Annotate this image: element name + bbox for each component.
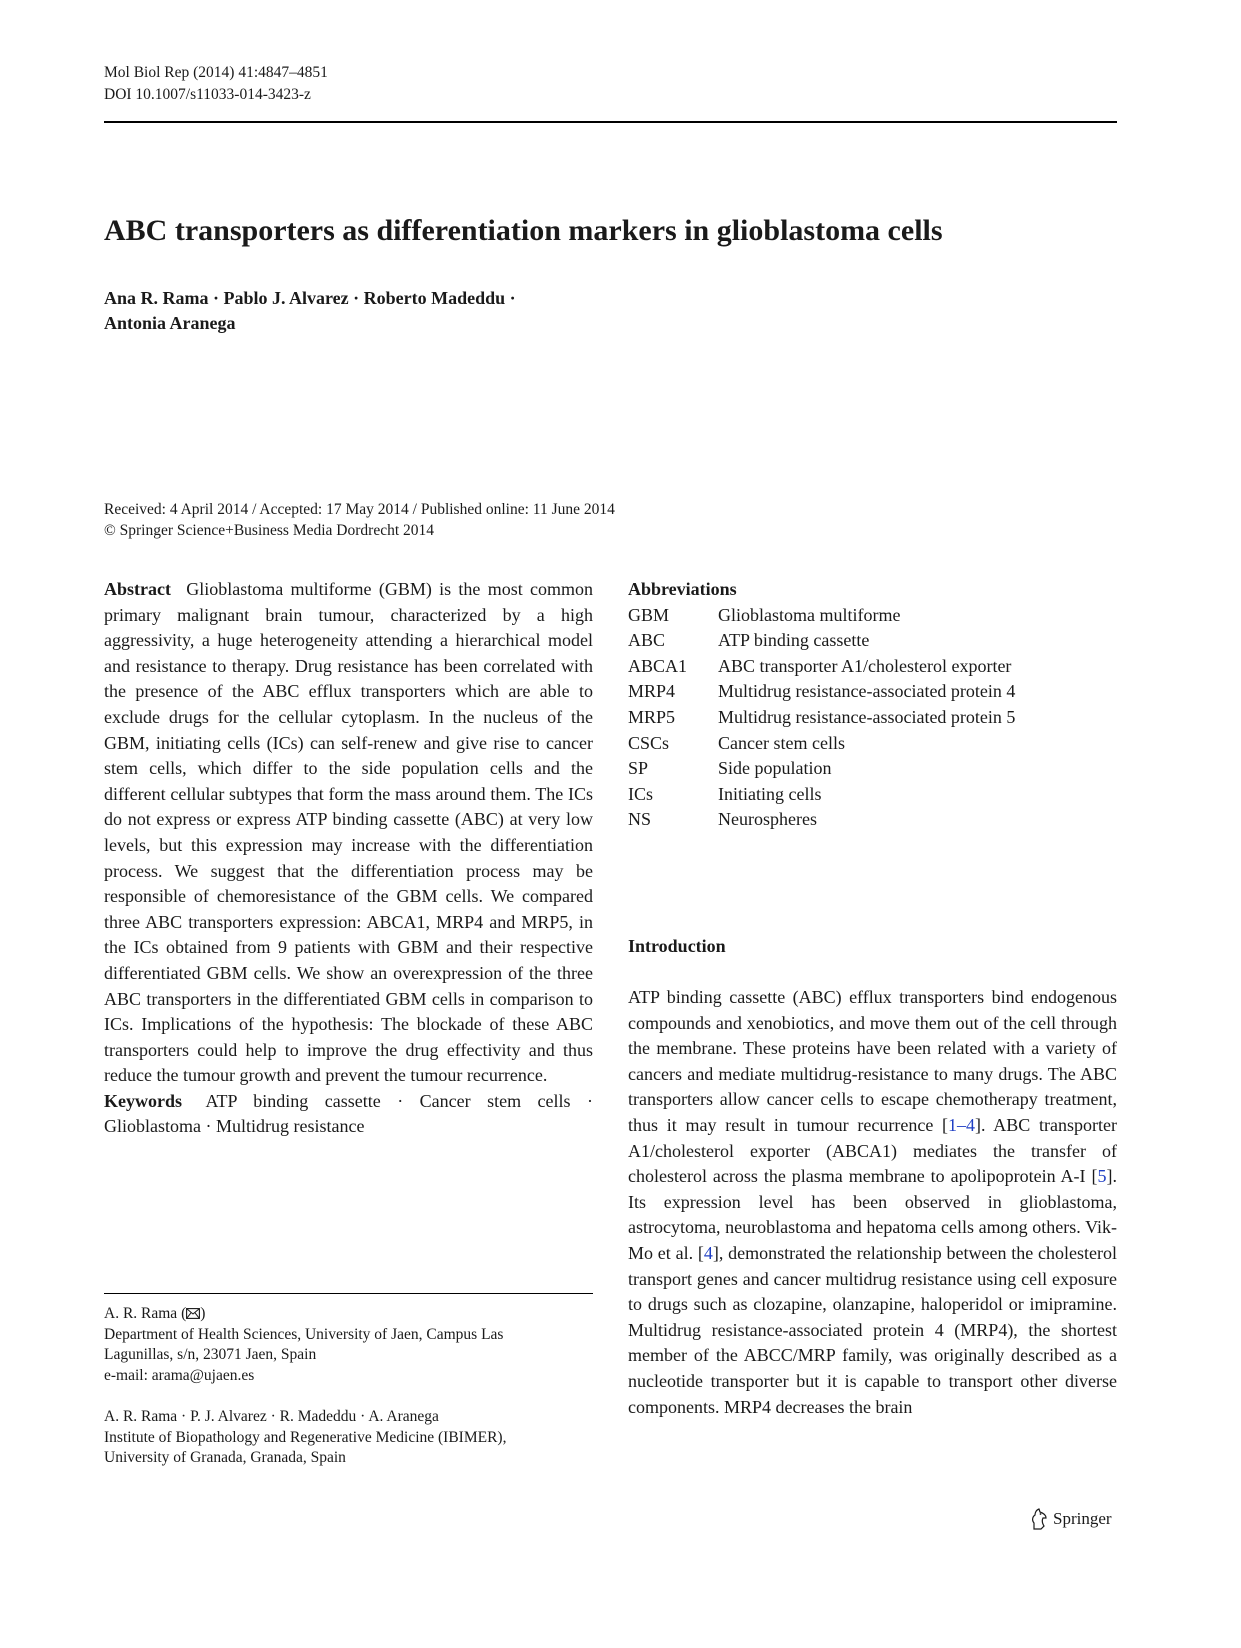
publisher-name: Springer [1053, 1509, 1112, 1528]
intro-text-3: ]. Its expression level has been observed in glioblastoma, astrocytoma, neuroblastoma and hepatoma cells among others. Vik-Mo et al. [ [628, 1166, 1117, 1263]
author-email: e-mail: arama@ujaen.es [104, 1366, 255, 1384]
doi: DOI 10.1007/s11033-014-3423-z [104, 86, 311, 103]
introduction-paragraph [628, 985, 1117, 1420]
keywords [104, 1089, 593, 1140]
journal-citation: Mol Biol Rep (2014) 41:4847–4851 [104, 64, 328, 81]
affiliation-line-1: Department of Health Sciences, University of Jaen, Campus Las [104, 1325, 504, 1343]
abbreviation-row [628, 731, 1117, 757]
abbreviation-meaning: ABC transporter A1/cholesterol exporter [718, 655, 1012, 676]
publication-dates [104, 499, 615, 541]
citation-link[interactable]: 1 [948, 1114, 958, 1135]
keywords-label: Keywords [104, 1090, 182, 1111]
abbreviation-meaning: ATP binding cassette [718, 630, 870, 651]
abbreviation-row [628, 654, 1117, 680]
abbreviation-meaning: Multidrug resistance-associated protein 4 [718, 681, 1016, 702]
abbreviation-key: MRP5 [628, 706, 676, 727]
abbreviation-row [628, 603, 1117, 629]
abbreviations-title: Abbreviations [628, 579, 737, 599]
citation-link[interactable]: 4 [703, 1242, 713, 1263]
citation-link[interactable]: 5 [1097, 1166, 1107, 1187]
citation-link[interactable]: 4 [966, 1114, 976, 1135]
group-affiliation-line-2: University of Granada, Granada, Spain [104, 1449, 346, 1466]
abbreviation-row [628, 782, 1117, 808]
corresponding-author-name: A. R. Rama [104, 1305, 178, 1322]
abstract-text: Glioblastoma multiforme (GBM) is the most common primary malignant brain tumour, characterized by a high aggressivity, a huge heterogeneity attending a hierarchical model and resistance to therapy. Drug resistance has been correlated with the presence of the ABC efflux transporters which are able to exclude drugs for the cellular cytoplasm. In the nucleus of the GBM, initiating cells (ICs) can self-renew and give rise to cancer stem cells, which differ to the side population cells and the different cellular subtypes that form the mass around them. The ICs do not express or express ATP binding cassette (ABC) at very low levels, but this expression may increase with the differentiation process. We suggest that the differentiation process may be responsible of chemoresistance of the GBM cells. We compared three ABC transporters expression: ABCA1, MRP4 and MRP5, in the ICs obtained from 9 patients with GBM and their respective differentiated GBM cells. We show an overexpression of the three ABC transporters in the differentiated GBM cells in comparison to ICs. Implications of the hypothesis: The blockade of these ABC transporters could help to improve the drug effectivity and thus reduce the tumour growth and prevent the tumour recurrence. [104, 579, 593, 1086]
abbreviation-key: ABC [628, 630, 666, 651]
copyright: © Springer Science+Business Media Dordrecht 2014 [104, 522, 435, 539]
footnote-rule [104, 1293, 593, 1294]
authors-line-1: Ana R. Rama · Pablo J. Alvarez · Roberto Madeddu · [104, 288, 516, 308]
abbreviation-key: NS [628, 809, 652, 830]
abbreviation-key: MRP4 [628, 681, 676, 702]
abstract-label: Abstract [104, 579, 171, 599]
corresponding-author-footnote [104, 1304, 593, 1386]
intro-text-2: ]. ABC transporter A1/cholesterol exporter (ABCA1) mediates the transfer of cholesterol across the plasma membrane to apolipoprotein A-I [ [628, 1114, 1117, 1187]
abbreviation-row [628, 628, 1117, 654]
publisher-footer [1030, 1508, 1112, 1530]
introduction-heading: Introduction [628, 936, 726, 956]
abbreviation-row [628, 679, 1117, 705]
introduction-section [628, 985, 1117, 1420]
abbreviation-key: CSCs [628, 732, 670, 753]
affiliation-line-2: Lagunillas, s/n, 23071 Jaen, Spain [104, 1346, 317, 1363]
abbreviation-meaning: Neurospheres [718, 809, 817, 830]
abbreviation-row [628, 807, 1117, 833]
history-dates: Received: 4 April 2014 / Accepted: 17 May 2014 / Published online: 11 June 2014 [104, 501, 615, 518]
abbreviation-meaning: Side population [718, 758, 832, 779]
abbreviation-row [628, 756, 1117, 782]
envelope-icon [186, 1308, 200, 1319]
abbreviation-key: ABCA1 [628, 655, 688, 676]
article-title: ABC transporters as differentiation markers in glioblastoma cells [104, 214, 943, 247]
corresponding-author-line: A. R. Rama ( ) [104, 1305, 206, 1322]
keywords-text: ATP binding cassette · Cancer stem cells · Glioblastoma · Multidrug resistance [104, 1090, 594, 1137]
running-header [104, 62, 328, 106]
citation-dash: – [957, 1114, 967, 1135]
abbreviation-key: SP [628, 758, 649, 779]
abstract [104, 577, 593, 1089]
abbreviation-meaning: Glioblastoma multiforme [718, 604, 901, 625]
group-affiliation-footnote [104, 1407, 593, 1469]
abbreviation-key: ICs [628, 783, 654, 804]
group-authors: A. R. Rama · P. J. Alvarez · R. Madeddu · A. Aranega [104, 1408, 439, 1425]
left-column [104, 577, 593, 1140]
intro-text-4: ], demonstrated the relationship between the cholesterol transport genes and cancer multidrug resistance using cell exposure to drugs such as clozapine, olanzapine, haloperidol or imipramine. Multidrug resistance-associated protein 4 (MRP4), the shortest member of the ABCC/MRP family, was originally described as a nucleotide transporter but it is capable to transport other diverse components. MRP4 decreases the brain [628, 1242, 1117, 1417]
abbreviation-row [628, 705, 1117, 731]
authors-line-2: Antonia Aranega [104, 313, 236, 333]
group-affiliation-line-1: Institute of Biopathology and Regenerative Medicine (IBIMER), [104, 1428, 507, 1446]
abbreviation-meaning: Multidrug resistance-associated protein 5 [718, 706, 1016, 727]
abbreviations-block [628, 577, 1117, 833]
abbreviation-meaning: Initiating cells [718, 783, 822, 804]
springer-horse-icon [1030, 1508, 1048, 1530]
abbreviation-key: GBM [628, 604, 670, 625]
intro-text-1: ATP binding cassette (ABC) efflux transporters bind endogenous compounds and xenobiotics, and move them out of the cell through the membrane. These proteins have been related with a variety of cancers and mediate multidrug-resistance to many drugs. The ABC transporters allow cancer cells to escape chemotherapy treatment, thus it may result in tumour recurrence [ [628, 987, 1117, 1135]
author-list [104, 286, 624, 336]
abbreviation-meaning: Cancer stem cells [718, 732, 845, 753]
header-rule [104, 121, 1117, 123]
